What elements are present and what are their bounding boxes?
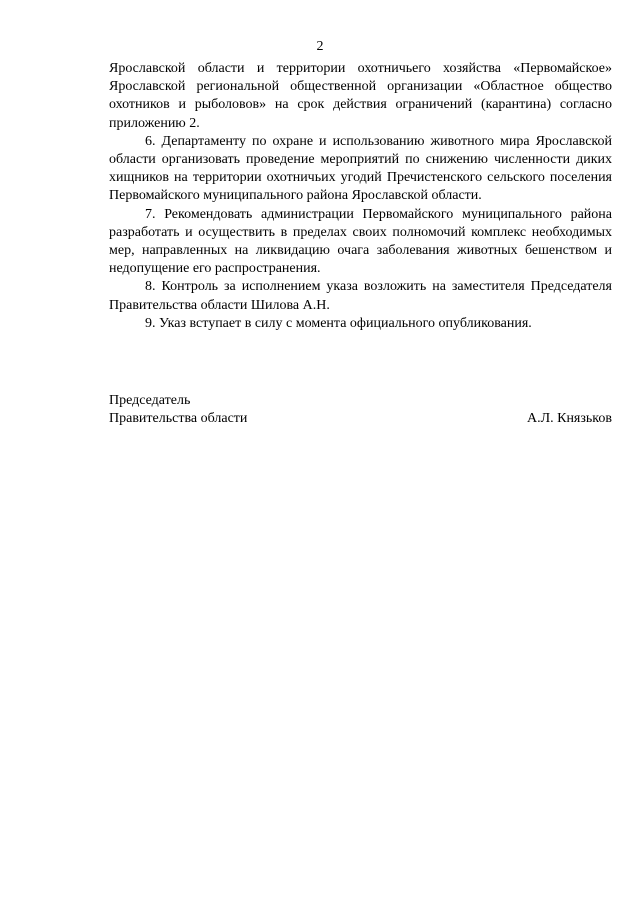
signature-row <box>109 410 612 428</box>
paragraph-continuation: Ярославской области и территории охотничьего хозяйства «Первомайское» Ярославской региональной общественной организации «Областное общество охотников и рыболовов» на срок действия ограничений (карантина) согласно приложению 2. <box>109 61 612 131</box>
signature-block <box>109 392 612 428</box>
signatory-title-line2: Правительства области <box>109 411 248 426</box>
signatory-name: А.Л. Князьков <box>527 411 612 426</box>
document-body <box>109 60 612 333</box>
signatory-title-line1: Председатель <box>109 393 191 408</box>
paragraph-item-9: 9. Указ вступает в силу с момента официального опубликования. <box>145 315 532 331</box>
paragraph-item-6: 6. Департаменту по охране и использованию животного мира Ярославской области организовать проведение мероприятий по снижению численности диких хищников на территории охотничьих угодий Пречистенского сельского поселения Первомайского муниципального района Ярославской области. <box>109 133 612 204</box>
paragraph-item-8: 8. Контроль за исполнением указа возложить на заместителя Председателя Правительства области Шилова А.Н. <box>109 279 612 313</box>
page-number: 2 <box>316 39 324 54</box>
paragraph-item-7: 7. Рекомендовать администрации Первомайского муниципального района разработать и осуществить в пределах своих полномочий комплекс необходимых мер, направленных на ликвидацию очага заболевания животных бешенством и недопущение его распространения. <box>109 206 612 277</box>
